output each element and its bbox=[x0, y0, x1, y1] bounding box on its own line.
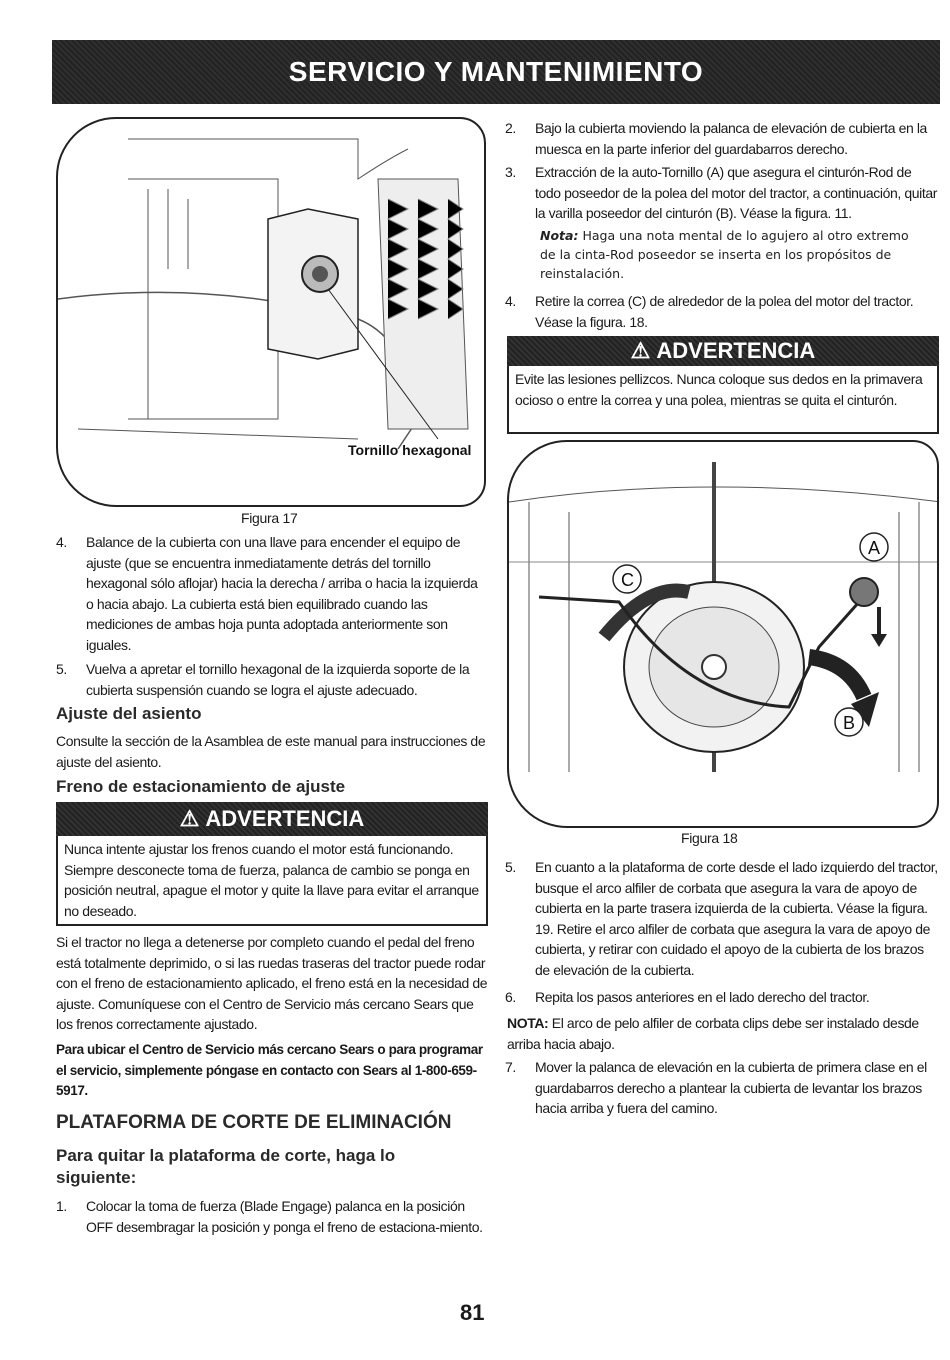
right-step-5: 5. En cuanto a la plataforma de corte desde el lado izquierdo del tractor, busque el arco alfiler de corbata que asegura la vara de apoyo de cubierta en la parte trasera izquierda de la cubierta. Véase la figura. 19. Retire el arco alfiler de corbata que asegura la vara de apoyo de cubierta, y retirar con cuidado el apoyo de la cubierta de los brazos de elevación de la cubierta. bbox=[505, 859, 938, 978]
figure-17-illustration bbox=[56, 117, 486, 507]
figure-18-illustration bbox=[507, 440, 939, 828]
left-step-5: 5. Vuelva a apretar el tornillo hexagonal de la izquierda soporte de la cubierta suspensión cuando se logra el ajuste adecuado. bbox=[56, 661, 470, 698]
removal-step-1: 1. Colocar la toma de fuerza (Blade Engage) palanca en la posición OFF desembragar la posición y ponga el freno de estaciona-miento. bbox=[56, 1198, 483, 1235]
section-title: SERVICIO Y MANTENIMIENTO bbox=[288, 56, 704, 87]
small-note: Nota: Haga una nota mental de lo agujero al otro extremo de la cinta-Rod poseedor se inserta en los propósitos de reinstalación. bbox=[540, 228, 909, 281]
belt-pulley-drawing bbox=[509, 442, 939, 828]
self-tapping-screw-icon bbox=[850, 578, 878, 606]
brake-text: Si el tractor no llega a detenerse por completo cuando el pedal del freno está totalmente deprimido, o si las ruedas traseras del tractor puede rodar con el freno de estacionamiento aplicado, el freno está en la necesidad de ajuste. Comuníquese con el Centro de Servicio más cercano Sears que los frenos correctamente ajustado. bbox=[56, 934, 488, 1032]
label-b: B bbox=[843, 713, 856, 733]
warning-triangle-icon: ⚠ bbox=[630, 338, 651, 363]
warning-triangle-icon: ⚠ bbox=[179, 806, 200, 831]
deck-hex-bolt-drawing bbox=[58, 119, 486, 507]
sears-contact-text: Para ubicar el Centro de Servicio más cercano Sears o para programar el servicio, simplemente póngase en contacto con Sears al 1-800-659-5917. bbox=[56, 1042, 483, 1098]
removal-arrow-icon bbox=[809, 657, 864, 697]
nota-bow-pin: NOTA: El arco de pelo alfiler de corbata clips debe ser instalado desde arriba hacia abajo. bbox=[507, 1015, 919, 1052]
pinch-warning-text: Evite las lesiones pellizcos. Nunca coloque sus dedos en la primavera ocioso o entre la correa y una polea, mientras se quita el cinturón. bbox=[507, 366, 939, 434]
right-step-6: 6. Repita los pasos anteriores en el lado derecho del tractor. bbox=[505, 989, 870, 1005]
section-header-banner bbox=[52, 40, 940, 104]
right-step-3: 3. Extracción de la auto-Tornillo (A) que asegura el cinturón-Rod de todo poseedor de la polea del motor del tractor, a continuación, quitar la varilla poseedor del cinturón (B). Véase la figura. 11. bbox=[505, 164, 937, 221]
pinch-warning-header: ⚠ ADVERTENCIA bbox=[507, 336, 939, 366]
label-c: C bbox=[621, 570, 634, 590]
seat-text: Consulte la sección de la Asamblea de este manual para instrucciones de ajuste del asiento. bbox=[56, 733, 486, 770]
seat-heading: Ajuste del asiento bbox=[56, 704, 202, 723]
brake-warning-header: ⚠ ADVERTENCIA bbox=[56, 802, 488, 836]
figure-17-caption: Figura 17 bbox=[241, 510, 298, 526]
removal-subheading: Para quitar la plataforma de corte, haga lo siguiente: bbox=[56, 1146, 396, 1187]
figure-17-callout: Tornillo hexagonal bbox=[348, 442, 472, 458]
removal-heading: PLATAFORMA DE CORTE DE ELIMINACIÓN bbox=[56, 1112, 452, 1133]
page-number: 81 bbox=[460, 1300, 485, 1325]
left-step-4: 4. Balance de la cubierta con una llave para encender el equipo de ajuste (que se encuentra inmediatamente detrás del tornillo hexagonal sólo aflojar) hacia la derecha / arriba o hacia la izquierda o hacia abajo. La cubierta está bien equilibrado cuando las mediciones de ambas hoja punta adoptada anteriormente son iguales. bbox=[56, 534, 478, 653]
figure-18-caption: Figura 18 bbox=[681, 830, 738, 846]
label-a: A bbox=[868, 538, 881, 558]
right-step-2: 2. Bajo la cubierta moviendo la palanca de elevación de cubierta en la muesca en la parte inferior del guardabarros derecho. bbox=[505, 120, 927, 157]
right-step-4: 4. Retire la correa (C) de alrededor de la polea del motor del tractor. Véase la figura. 18. bbox=[505, 293, 914, 330]
right-step-7: 7. Mover la palanca de elevación en la cubierta de primera clase en el guardabarros derecho a plantear la cubierta de levantar los brazos hacia arriba y fuera del camino. bbox=[505, 1059, 927, 1116]
brake-heading: Freno de estacionamiento de ajuste bbox=[56, 777, 346, 796]
brake-warning-text: Nunca intente ajustar los frenos cuando el motor está funcionando. Siempre desconecte toma de fuerza, palanca de cambio se ponga en posición neutral, apague el motor y quite la llave para evitar el arranque no deseado. bbox=[56, 836, 488, 926]
